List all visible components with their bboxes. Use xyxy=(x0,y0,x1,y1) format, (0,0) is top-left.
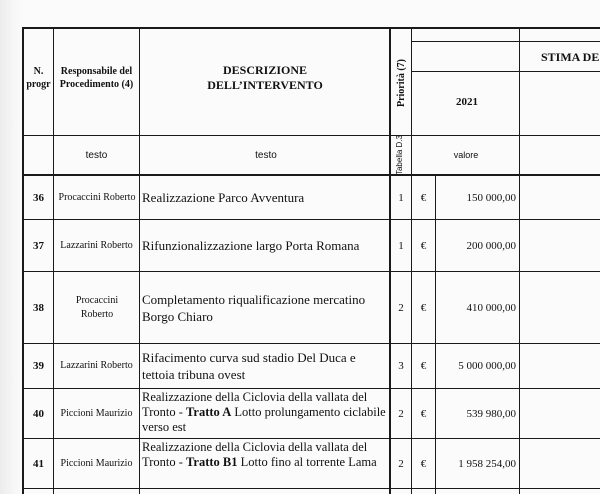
row-38-priority: 2 xyxy=(398,301,404,314)
subheader-resp: testo xyxy=(85,149,108,161)
row-38-description: Completamento riqualificazione mercatino Borgo Chiaro xyxy=(142,291,366,324)
header-desc: DESCRIZIONE DELL’INTERVENTO xyxy=(207,63,323,92)
row-36-currency: € xyxy=(420,191,427,204)
page-shadow xyxy=(0,0,24,494)
subheader-tabella: Tabella D.3 xyxy=(395,134,404,176)
row-38-value: 410 000,00 xyxy=(466,301,516,314)
border-top xyxy=(22,27,600,29)
row-38-responsible: Procaccini Roberto xyxy=(75,294,119,320)
row-37-num: 37 xyxy=(33,239,44,252)
row-39-num: 39 xyxy=(33,360,44,372)
subheader-valore: valore xyxy=(453,150,479,160)
row-37-value: 200 000,00 xyxy=(466,239,516,252)
divider-resp xyxy=(139,28,140,494)
header-stima-line xyxy=(411,41,600,42)
row-40-value: 539 980,00 xyxy=(466,407,516,420)
row-39-value: 5 000 000,00 xyxy=(458,360,516,372)
header-bottom xyxy=(22,135,600,136)
row-40-description: Realizzazione della Ciclovia della vallata del Tronto - Tratto A Lotto prolungamento ciclabile verso est xyxy=(142,390,386,434)
header-resp: Responsabile del Procedimento (4) xyxy=(59,66,134,90)
row-37-description: Rifunzionalizzazione largo Porta Romana xyxy=(142,238,360,253)
row-39-currency: € xyxy=(420,360,427,372)
subheader-desc: testo xyxy=(255,149,277,161)
row-36-description: Realizzazione Parco Avventura xyxy=(142,190,305,205)
row-41-description: Realizzazione della Ciclovia della vallata del Tronto - Tratto B1 Lotto fino al torrente Lama xyxy=(142,440,377,469)
row-41-bottom xyxy=(22,488,600,489)
row-41-responsible: Piccioni Maurizio xyxy=(60,457,133,469)
row-36-priority: 1 xyxy=(398,191,404,204)
row-41-value: 1 958 254,00 xyxy=(458,457,516,470)
row-37-responsible: Lazzarini Roberto xyxy=(60,239,133,251)
row-37-priority: 1 xyxy=(398,239,404,252)
row-40-responsible: Piccioni Maurizio xyxy=(60,407,133,419)
row-39-priority: 3 xyxy=(398,360,404,372)
row-41-currency: € xyxy=(420,457,427,470)
row-36-responsible: Procaccini Roberto xyxy=(58,191,136,203)
row-40-num: 40 xyxy=(33,407,44,420)
row-40-currency: € xyxy=(420,407,427,420)
header-num: N. progr xyxy=(26,66,51,90)
row-41-priority: 2 xyxy=(398,457,404,470)
row-37-currency: € xyxy=(420,239,427,252)
row-41-num: 41 xyxy=(33,457,44,470)
row-38-currency: € xyxy=(420,301,427,314)
header-stima: STIMA DE xyxy=(541,49,600,64)
row-38-num: 38 xyxy=(33,301,44,314)
row-36-value: 150 000,00 xyxy=(466,191,516,204)
row-39-description: Rifacimento curva sud stadio Del Duca e tettoia tribuna ovest xyxy=(142,350,356,382)
row-36-num: 36 xyxy=(33,191,44,204)
row-39-responsible: Lazzarini Roberto xyxy=(60,360,133,371)
header-year: 2021 xyxy=(456,96,478,108)
header-stima-bottom xyxy=(411,71,600,72)
row-40-priority: 2 xyxy=(398,407,404,420)
header-priority: Priorità (7) xyxy=(395,58,407,108)
divider-year-right xyxy=(519,28,520,494)
